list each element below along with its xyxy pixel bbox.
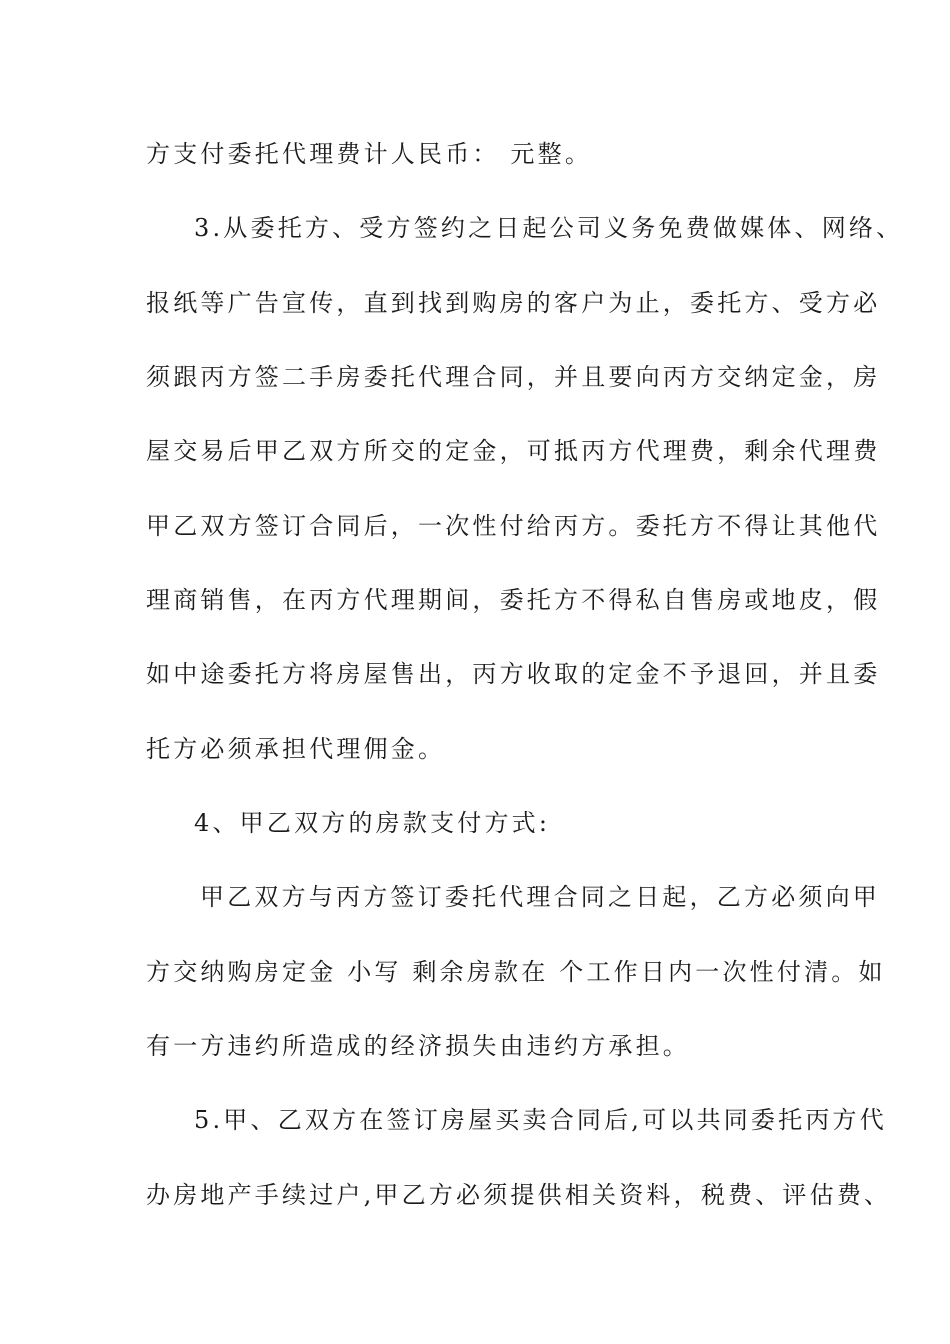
paragraph-3-start: 3.从委托方、受方签约之日起公司义务免费做媒体、网络、: [194, 214, 904, 242]
paragraph-5-start: 5.甲、乙双方在签订房屋买卖合同后,可以共同委托丙方代: [194, 1106, 887, 1134]
paragraph-4-heading: 4、甲乙双方的房款支付方式:: [194, 809, 551, 837]
text-line: 如中途委托方将房屋售出，丙方收取的定金不予退回，并且委: [146, 660, 881, 688]
paragraph-4-body-start: 甲乙双方与丙方签订委托代理合同之日起，乙方必须向甲: [200, 883, 880, 911]
text-line: 有一方违约所造成的经济损失由违约方承担。: [146, 1032, 690, 1060]
text-line: 屋交易后甲乙双方所交的定金，可抵丙方代理费，剩余代理费: [146, 437, 881, 465]
text-line: 托方必须承担代理佣金。: [146, 735, 446, 763]
text-line: 方支付委托代理费计人民币： 元整。: [146, 140, 593, 168]
text-line: 办房地产手续过户,甲乙方必须提供相关资料，税费、评估费、: [146, 1181, 892, 1209]
text-line: 甲乙双方签订合同后，一次性付给丙方。委托方不得让其他代: [146, 512, 881, 540]
text-line: 理商销售，在丙方代理期间，委托方不得私自售房或地皮，假: [146, 586, 881, 614]
text-line: 方交纳购房定金 小写 剩余房款在 个工作日内一次性付清。如: [146, 958, 886, 986]
text-line: 报纸等广告宣传，直到找到购房的客户为止，委托方、受方必: [146, 289, 881, 317]
text-line: 须跟丙方签二手房委托代理合同，并且要向丙方交纳定金，房: [146, 363, 881, 391]
